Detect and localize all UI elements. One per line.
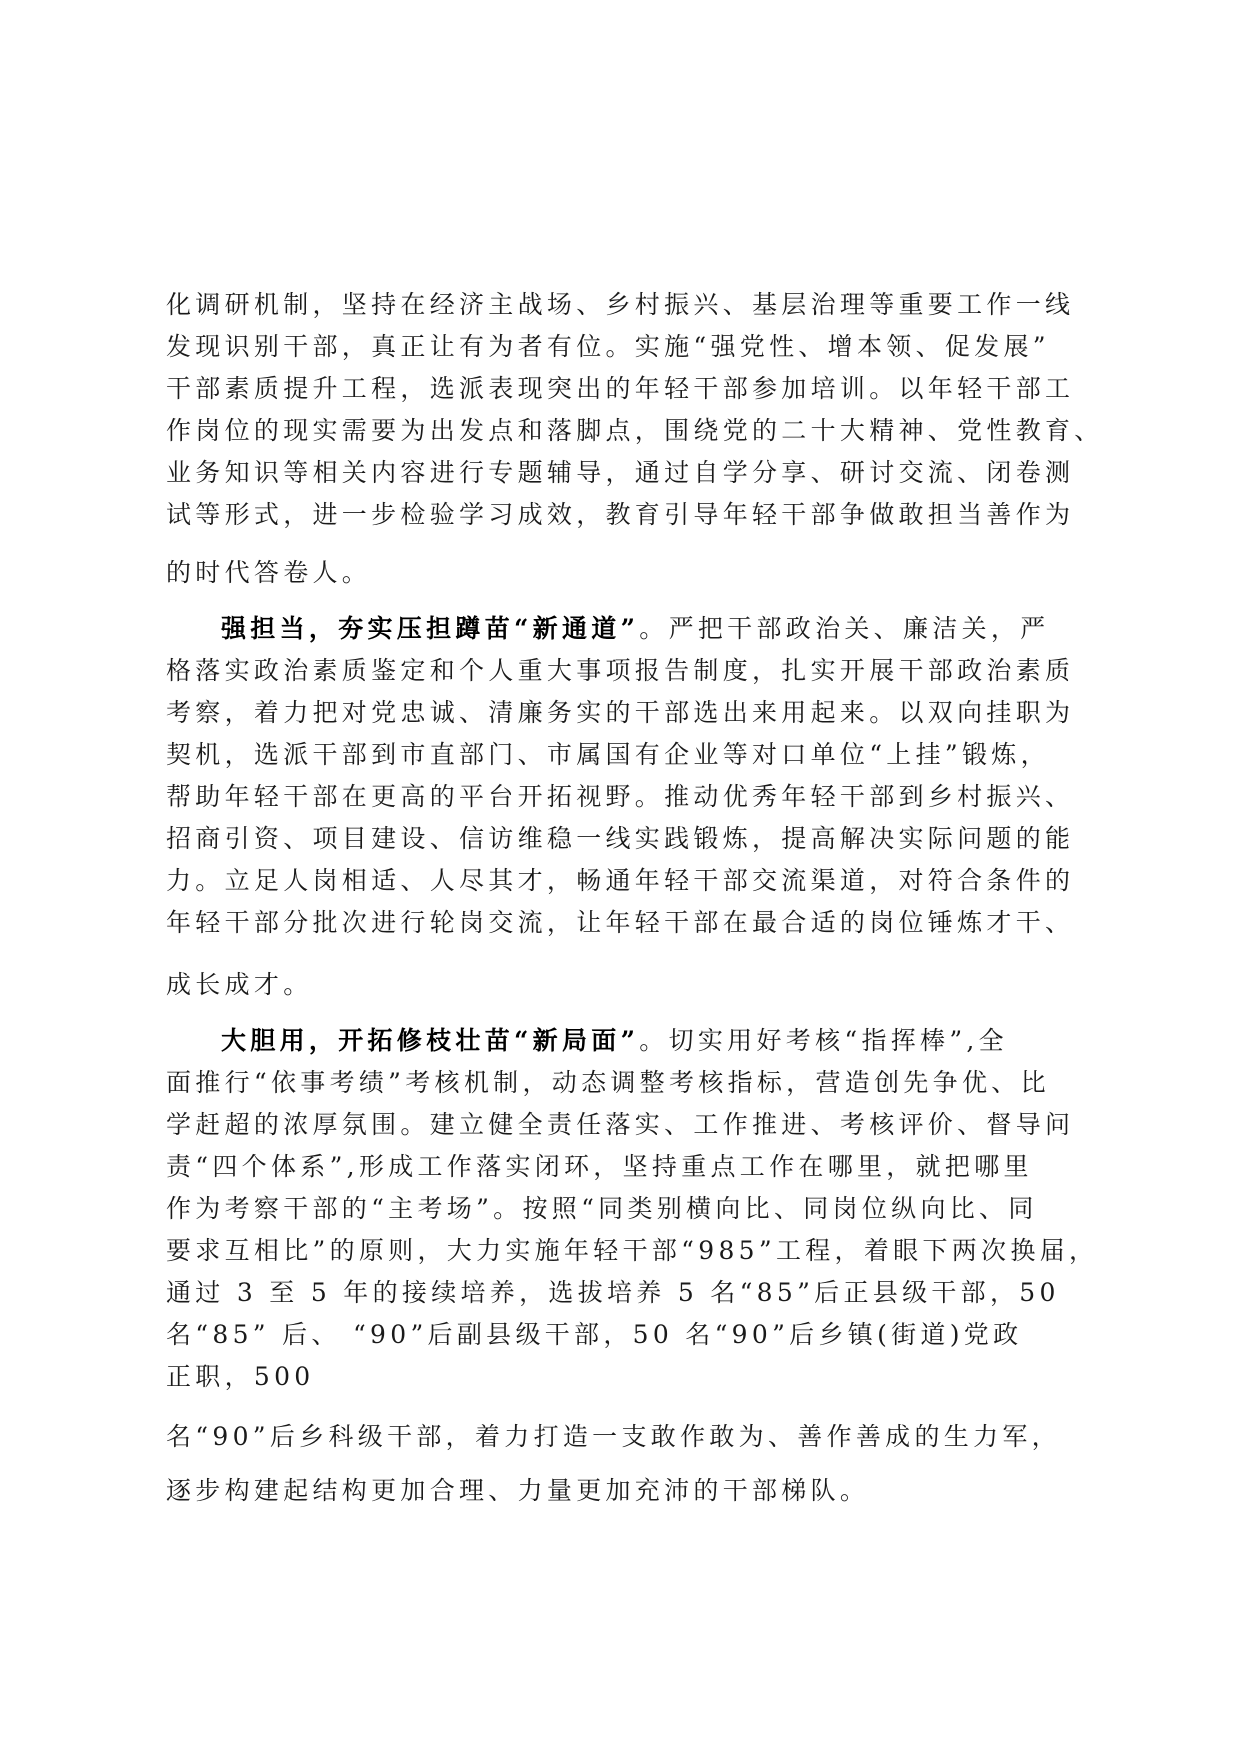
paragraph-text: 。严把干部政治关、廉洁关，严 (639, 614, 1050, 643)
text-line: 化调研机制，坚持在经济主战场、乡村振兴、基层治理等重要工作一线 (166, 290, 1075, 319)
text-line: 名“85” 后、 “90”后副县级干部，50 名“90”后乡镇(街道)党政 (166, 1320, 1023, 1349)
text-line: 面推行“依事考绩”考核机制，动态调整考核指标，营造创先争优、比 (166, 1068, 1050, 1097)
text-line: 学赶超的浓厚氛围。建立健全责任落实、工作推进、考核评价、督导问 (166, 1110, 1075, 1139)
paragraph-first-line (221, 612, 1049, 646)
text-line: 要求互相比”的原则，大力实施年轻干部“985”工程，着眼下两次换届， (166, 1236, 1099, 1265)
text-line: 作为考察干部的“主考场”。按照“同类别横向比、同岗位纵向比、同 (166, 1194, 1038, 1223)
text-line: 名“90”后乡科级干部，着力打造一支敢作敢为、善作善成的生力军， (166, 1422, 1061, 1451)
text-line: 年轻干部分批次进行轮岗交流，让年轻干部在最合适的岗位锤炼才干、 (166, 908, 1075, 937)
paragraph-heading: 强担当，夯实压担蹲苗“新通道” (221, 614, 640, 643)
text-line: 成长成才。 (166, 970, 313, 999)
text-line: 正职，500 (166, 1362, 315, 1391)
text-line: 考察，着力把对党忠诚、清廉务实的干部选出来用起来。以双向挂职为 (166, 698, 1075, 727)
text-line: 责“四个体系”,形成工作落实闭环，坚持重点工作在哪里，就把哪里 (166, 1152, 1033, 1181)
paragraph-text: 。切实用好考核“指挥棒”,全 (639, 1026, 1008, 1055)
text-line: 帮助年轻干部在更高的平台开拓视野。推动优秀年轻干部到乡村振兴、 (166, 782, 1075, 811)
text-line: 发现识别干部，真正让有为者有位。实施“强党性、增本领、促发展” (166, 332, 1050, 361)
text-line: 干部素质提升工程，选派表现突出的年轻干部参加培训。以年轻干部工 (166, 374, 1075, 403)
text-line: 业务知识等相关内容进行专题辅导，通过自学分享、研讨交流、闭卷测 (166, 458, 1075, 487)
text-line: 试等形式，进一步检验学习成效，教育引导年轻干部争做敢担当善作为 (166, 500, 1075, 529)
text-line: 力。立足人岗相适、人尽其才，畅通年轻干部交流渠道，对符合条件的 (166, 866, 1075, 895)
text-line: 作岗位的现实需要为出发点和落脚点，围绕党的二十大精神、党性教育、 (166, 416, 1104, 445)
text-line: 格落实政治素质鉴定和个人重大事项报告制度，扎实开展干部政治素质 (166, 656, 1075, 685)
paragraph-first-line (221, 1024, 1008, 1058)
text-line: 招商引资、项目建设、信访维稳一线实践锻炼，提高解决实际问题的能 (166, 824, 1075, 853)
text-line: 的时代答卷人。 (166, 558, 372, 587)
text-line: 契机，选派干部到市直部门、市属国有企业等对口单位“上挂”锻炼， (166, 740, 1050, 769)
text-line: 通过 3 至 5 年的接续培养，选拔培养 5 名“85”后正县级干部，50 (166, 1278, 1060, 1307)
text-line: 逐步构建起结构更加合理、力量更加充沛的干部梯队。 (166, 1476, 870, 1505)
paragraph-heading: 大胆用，开拓修枝壮苗“新局面” (221, 1026, 640, 1055)
